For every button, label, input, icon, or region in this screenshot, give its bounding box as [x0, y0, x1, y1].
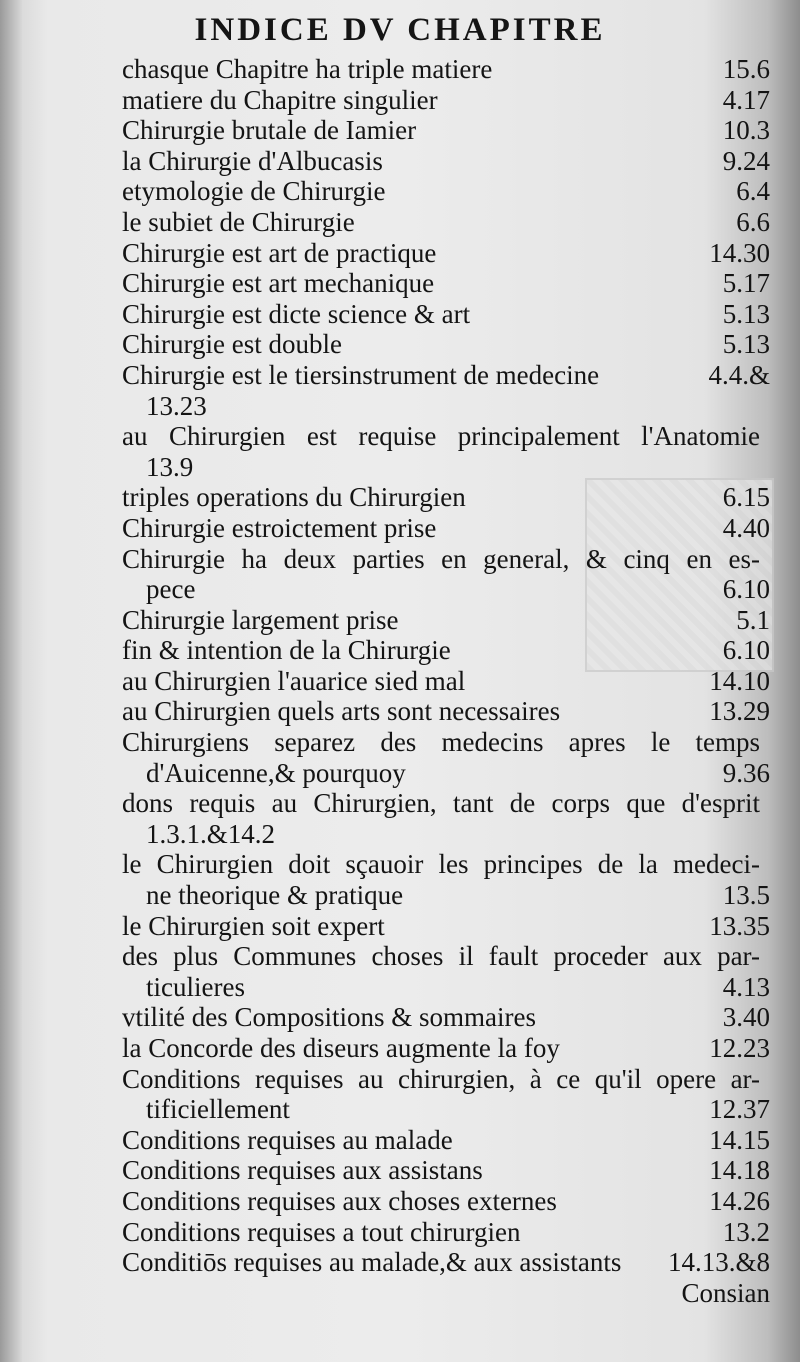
entry-reference: 5.17 — [722, 268, 770, 299]
index-entry — [122, 1002, 770, 1033]
entry-text: Chirurgie estroictement prise — [122, 512, 437, 543]
entry-reference: 13.2 — [722, 1216, 770, 1247]
index-entry — [122, 1155, 770, 1186]
entry-text: Conditions requises au chirurgien, à ce qu'il opere ar- — [122, 1063, 760, 1094]
entry-reference: 5.13 — [722, 329, 770, 360]
page-gutter — [0, 0, 22, 1362]
entry-text: d'Auicenne,& pourquoy — [146, 757, 406, 788]
entry-text: Chirurgie est dicte science & art — [122, 298, 471, 329]
entry-reference: 13.29 — [709, 696, 770, 727]
entry-text: au Chirurgien quels arts sont necessaires — [122, 696, 561, 727]
index-entry — [122, 574, 770, 605]
entry-reference: 12.37 — [709, 1094, 770, 1125]
index-entry — [122, 635, 770, 666]
index-entry — [122, 176, 770, 207]
catchword: Consian — [681, 1277, 770, 1308]
entry-reference: 13.5 — [722, 880, 770, 911]
index-list — [122, 54, 770, 1308]
page-header: INDICE DV CHAPITRE — [194, 12, 606, 48]
index-entry — [122, 972, 770, 1003]
index-entry — [122, 482, 770, 513]
entry-text: chasque Chapitre ha triple matiere — [122, 54, 493, 84]
index-entry — [122, 85, 770, 116]
entry-text: Chirurgie ha deux parties en general, & cinq en es- — [122, 543, 760, 574]
entry-text: 13.23 — [146, 390, 207, 421]
index-entry — [122, 299, 770, 330]
entry-text: au Chirurgien est requise principalement l'Anatomie — [122, 421, 760, 452]
entry-reference: 14.10 — [709, 665, 770, 696]
entry-text: le Chirurgien doit sçauoir les principes de la medeci- — [122, 849, 760, 880]
entry-text: Conditions requises aux assistans — [122, 1155, 483, 1186]
entry-text: pece — [146, 574, 196, 605]
entry-text: etymologie de Chirurgie — [122, 176, 386, 207]
index-entry — [122, 758, 770, 789]
entry-reference: 4.4.& — [708, 359, 770, 390]
index-entry — [122, 911, 770, 942]
entry-text: vtilité des Compositions & sommaires — [122, 1002, 536, 1033]
index-entry — [122, 391, 770, 422]
entry-reference: 5.13 — [722, 298, 770, 329]
index-entry — [122, 1186, 770, 1217]
index-entry — [122, 115, 770, 146]
index-entry — [122, 605, 770, 636]
index-entry — [122, 513, 770, 544]
entry-reference: 10.3 — [722, 115, 770, 146]
entry-reference: 14.18 — [709, 1155, 770, 1186]
entry-text: Conditions requises au malade — [122, 1124, 453, 1155]
index-entry — [122, 146, 770, 177]
index-entry — [122, 421, 770, 452]
entry-reference: 6.6 — [736, 206, 770, 237]
index-entry — [122, 696, 770, 727]
entry-text: le subiet de Chirurgie — [122, 206, 355, 237]
entry-text: Chirurgie largement prise — [122, 604, 399, 635]
entry-text: Chirurgie brutale de Iamier — [122, 115, 417, 146]
entry-text: fin & intention de la Chirurgie — [122, 635, 451, 666]
entry-text: Conditions requises a tout chirurgien — [122, 1216, 521, 1247]
entry-text: Conditiōs requises au malade,& aux assistants — [122, 1247, 622, 1278]
entry-text: dons requis au Chirurgien, tant de corps que d'esprit — [122, 788, 760, 819]
entry-text: Chirurgie est double — [122, 329, 342, 360]
index-entry — [122, 788, 770, 819]
entry-text: triples operations du Chirurgien — [122, 482, 466, 513]
entry-reference: 6.4 — [736, 176, 770, 207]
index-entry — [122, 819, 770, 850]
index-entry — [122, 544, 770, 575]
entry-reference: 14.30 — [709, 237, 770, 268]
entry-reference: 5.1 — [736, 604, 770, 635]
entry-text: Chirurgie est art mechanique — [122, 268, 435, 299]
index-entry — [122, 666, 770, 697]
entry-reference: 13.35 — [709, 910, 770, 941]
entry-text: ne theorique & pratique — [146, 880, 404, 911]
index-entry — [122, 727, 770, 758]
entry-reference: 4.17 — [722, 84, 770, 115]
entry-text: ticulieres — [146, 971, 245, 1002]
entry-text: Chirurgiens separez des medecins apres le temps — [122, 727, 760, 758]
index-entry — [122, 1125, 770, 1156]
entry-reference: 6.10 — [722, 574, 770, 605]
index-entry — [122, 329, 770, 360]
entry-reference: 9.36 — [722, 757, 770, 788]
index-entry — [122, 238, 770, 269]
entry-reference: 14.15 — [709, 1124, 770, 1155]
entry-reference: 4.40 — [722, 512, 770, 543]
index-entry — [122, 360, 770, 391]
entry-text: au Chirurgien l'auarice sied mal — [122, 665, 466, 696]
index-entry — [122, 1217, 770, 1248]
entry-reference: 12.23 — [709, 1033, 770, 1063]
entry-reference: 9.24 — [722, 145, 770, 176]
index-entry — [122, 941, 770, 972]
entry-reference: 4.13 — [722, 971, 770, 1002]
entry-text: Chirurgie est le tiersinstrument de medecine — [122, 359, 600, 390]
index-entry — [122, 452, 770, 483]
entry-reference: 14.26 — [709, 1185, 770, 1216]
index-entry — [122, 54, 770, 85]
index-entry — [122, 1247, 770, 1278]
entry-text: la Concorde des diseurs augmente la foy — [122, 1033, 560, 1063]
entry-text: des plus Communes choses il fault proceder aux par- — [122, 941, 760, 972]
index-entry — [122, 1094, 770, 1125]
entry-reference: 14.13.&8 — [667, 1247, 770, 1278]
entry-text: matiere du Chapitre singulier — [122, 84, 438, 115]
index-entry — [122, 849, 770, 880]
entry-text: le Chirurgien soit expert — [122, 910, 385, 941]
index-entry — [122, 268, 770, 299]
entry-text: Conditions requises aux choses externes — [122, 1185, 557, 1216]
index-entry — [122, 207, 770, 238]
entry-reference: 6.10 — [722, 635, 770, 666]
index-entry — [122, 880, 770, 911]
index-entry — [122, 1033, 770, 1064]
index-entry — [122, 1064, 770, 1095]
entry-text: la Chirurgie d'Albucasis — [122, 145, 383, 176]
entry-text: tificiellement — [146, 1094, 290, 1125]
entry-text: 1.3.1.&14.2 — [146, 818, 276, 849]
entry-reference: 6.15 — [722, 482, 770, 513]
entry-reference: 15.6 — [722, 54, 770, 84]
entry-reference: 3.40 — [722, 1002, 770, 1033]
entry-text: Chirurgie est art de practique — [122, 237, 437, 268]
entry-text: 13.9 — [146, 451, 194, 482]
